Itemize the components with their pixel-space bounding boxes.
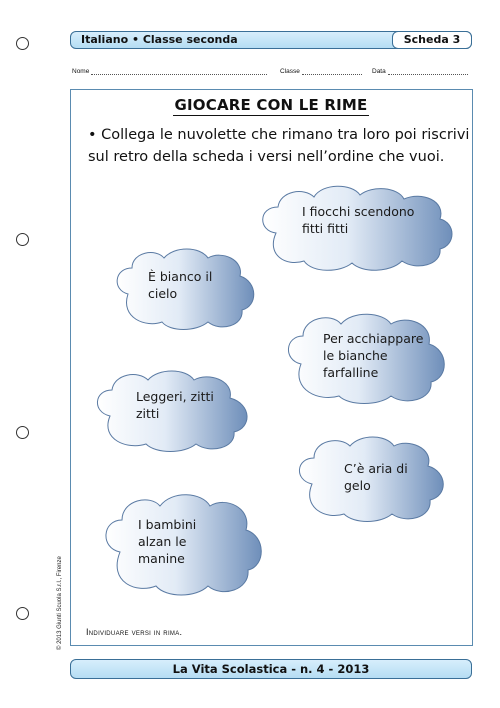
learning-objective: Individuare versi in rima. (86, 627, 183, 637)
cloud-text: Leggeri, zitti zitti (136, 389, 214, 421)
sheet-badge: Scheda 3 (392, 31, 472, 49)
binder-hole (16, 233, 29, 246)
cloud-leggeri[interactable] (92, 366, 254, 454)
cloud-bianco[interactable] (112, 244, 258, 332)
binder-hole (16, 426, 29, 439)
cloud-bambini[interactable] (100, 490, 264, 600)
cloud-text: I bambini alzan le manine (138, 517, 197, 566)
date-field[interactable] (388, 68, 468, 75)
cloud-fiocchi[interactable] (256, 183, 456, 271)
header-bar (70, 31, 472, 49)
binder-hole (16, 37, 29, 50)
name-field[interactable] (91, 68, 267, 75)
cloud-gelo[interactable] (294, 432, 450, 524)
name-label: Nome (72, 68, 90, 75)
page-title (0, 96, 500, 116)
cloud-text: I fiocchi scendono fitti fitti (302, 204, 415, 236)
class-label: Classe (280, 68, 300, 75)
date-label: Data (372, 68, 386, 75)
cloud-text: Per acchiappare le bianche farfalline (323, 331, 424, 380)
cloud-text: C’è aria di gelo (344, 461, 408, 493)
title-text: GIOCARE CON LE RIME (174, 96, 368, 114)
subject-label: Italiano • Classe seconda (81, 33, 238, 46)
copyright-text: © 2013 Giunti Scuola S.r.l., Firenze (57, 556, 63, 650)
binder-hole (16, 607, 29, 620)
class-field[interactable] (302, 68, 362, 75)
instruction-text: • Collega le nuvolette che rimano tra loro poi riscrivi sul retro della scheda i versi nell’ordine che vuoi. (88, 127, 470, 165)
cloud-acchiappare[interactable] (283, 310, 451, 406)
footer-bar: La Vita Scolastica - n. 4 - 2013 (70, 659, 472, 679)
cloud-text: È bianco il cielo (148, 269, 213, 301)
